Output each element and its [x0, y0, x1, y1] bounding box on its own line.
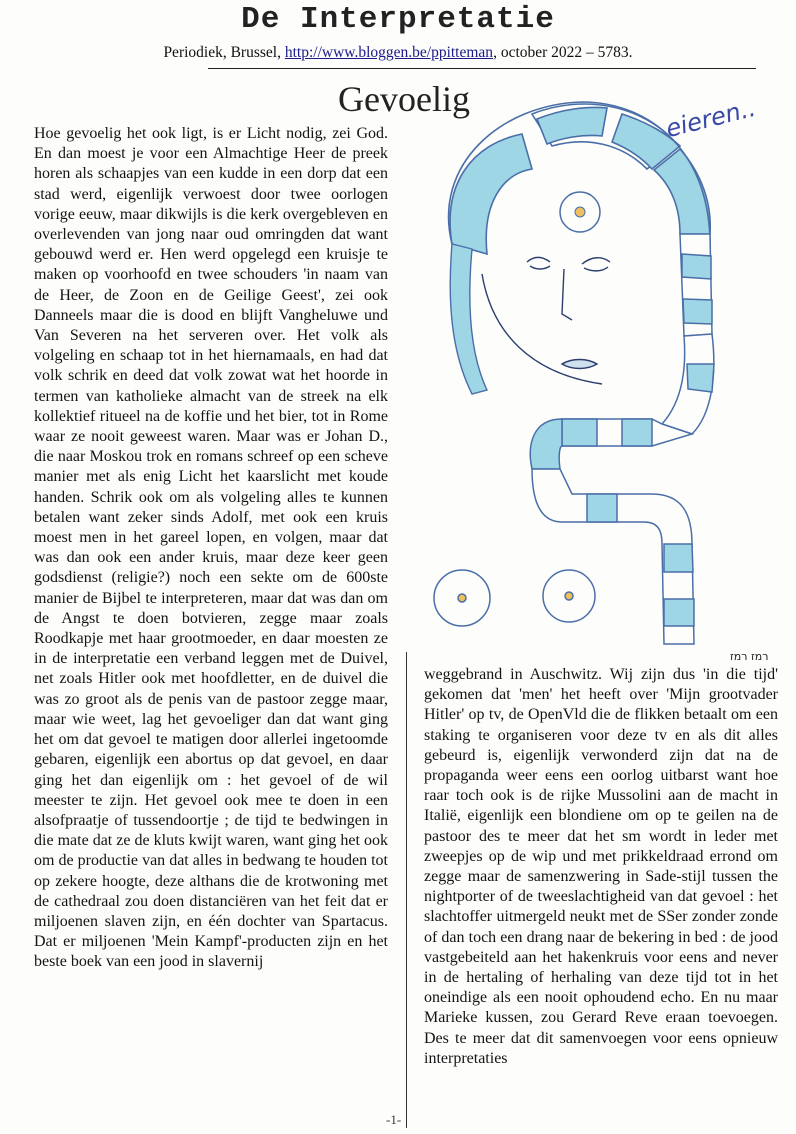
artist-signature: רמז רמז [730, 650, 769, 660]
publication-place: Periodiek, Brussel, [163, 44, 285, 61]
face-features [482, 258, 610, 385]
header-rule [208, 68, 756, 69]
article-title: Gevoelig [338, 79, 470, 119]
masthead-title: De Interpretatie [241, 2, 555, 37]
article-text-right-column: weggebrand in Auschwitz. Wij zijn dus 'in die tijd' gekomen dat 'men' het heeft over 'Mijn grootvader Hitler' op tv, de OpenVld die de flikken betaalt om een staking te organiseren voor deze tv en als dit alles gebeurd is, eigenlijk verwonderd zijn dat na de propaganda weer eens een oorlog uitbarst want hoe raar toch ook is de rijke Mussolini aan de macht in Italië, eigenlijk een blondiene om op te geilen na de pastoor des te meer dat het sm wordt in leder met zweepjes op de wip und met prikkeldraad errond om zegge maar de samenzwering in Sade-stijl tussen the nightporter of de tweeslachtigheid van dat gevoel : het slachtoffer uitmergeld neukt met de SSer zonder zonde of dan toch een drang naar de bekering in bed : de jood vastgebeiteld aan het hakenkruis voor eens and never in de hertaling of herhaling van deze tijd tot in het oneindige als een nooit ophoudend echo. En nu maar Marieke kussen, zou Gerard Reve eraan toevoegen. Des te meer dat dit samenvoegen voor eens opnieuw interpretaties [424, 666, 778, 1067]
handwritten-eieren-caption: eieren.. [663, 93, 759, 144]
right-braid [530, 234, 714, 644]
left-braid [450, 244, 487, 394]
publication-date: , october 2022 – 5783. [493, 44, 633, 61]
egg-drawings [434, 570, 595, 626]
forehead-circle [560, 192, 600, 232]
face-drawing-illustration [412, 74, 792, 660]
column-divider [406, 652, 407, 1128]
page-number: -1- [386, 1112, 402, 1127]
publication-info [0, 44, 796, 62]
blog-link[interactable]: http://www.bloggen.be/ppitteman [284, 44, 494, 61]
article-text-left-column: Hoe gevoelig het ook ligt, is er Licht nodig, zei God. En dan moest je voor een Almachtige Heer de preek horen als schaapjes van een kudde in een dorp dat een stad werd, eigenlijk verwoest door twee oorlogen vorige eeuw, maar dikwijls is die kerk overgebleven en overlevenden van jong naar oud omringden dat want gebouwd werd er. Hen werd opgelegd een kruisje te maken op voorhoofd en twee schouders 'in naam van de Heer, de Zoon en de Geilige Geest', zei ook Danneels maar die is dood en blijft Vangheluwe und Van Severen na het serveren over. Het volk als volgeling en schaap tot in het hiernamaals, en had dat volk schrik en deed dat volk zowat wat het hoorde in termen van katholieke almacht van de streek na elk kollektief ritueel na de koffie und het bier, tot in Rome waar ze nooit geweest waren. Maar was er Johan D., die naar Moskou trok en romans schreef op een scheve manier met als enig Licht het kaarslicht met koude handen. Schrik ook om als volgeling alles te kunnen betalen want zeker sinds Adolf, met ook een kruis moest men in het gareel lopen, en volgen, maar dat was dan ook een ander kruis, maar deze keer geen godsdienst (religie?) noch een sekte om de 600ste manier de Bijbel te interpreteren, maar dat was dan om de Angst te doen botvieren, zegge maar zoals Roodkapje met haar grootmoeder, en daar moesten ze in de interpretatie een verband leggen met de Duivel, net zoals Hitler ook met hoofdletter, en de duivel die was zo groot als de penis van de pastoor zegge maar, maar wie weet, lag het gevoeliger dan dat want ging het om dat gevoel te matigen door allerlei ingetoomde gebaren, eigenlijk een abortus op dat gevoel, en daar ging het dan eigenlijk om : het gevoel of de wil meester te zijn. Het gevoel ook mee te doen in een alsofpraatje of tussendoortje ; de tijd te bedwingen in die mate dat ze de kluts kwijt waren, want ging het ook om de productie van dat alles in bedwang te houden tot op zekere hoogte, deze althans die de krotwoning met de cathedraal zou doen distanciëren van het feit dat er miljoenen slaven zijn, en één dochter van Spartacus. Dat er miljoenen 'Mein Kampf'-producten zijn en het beste boek van een jood in slavernij [34, 125, 388, 971]
